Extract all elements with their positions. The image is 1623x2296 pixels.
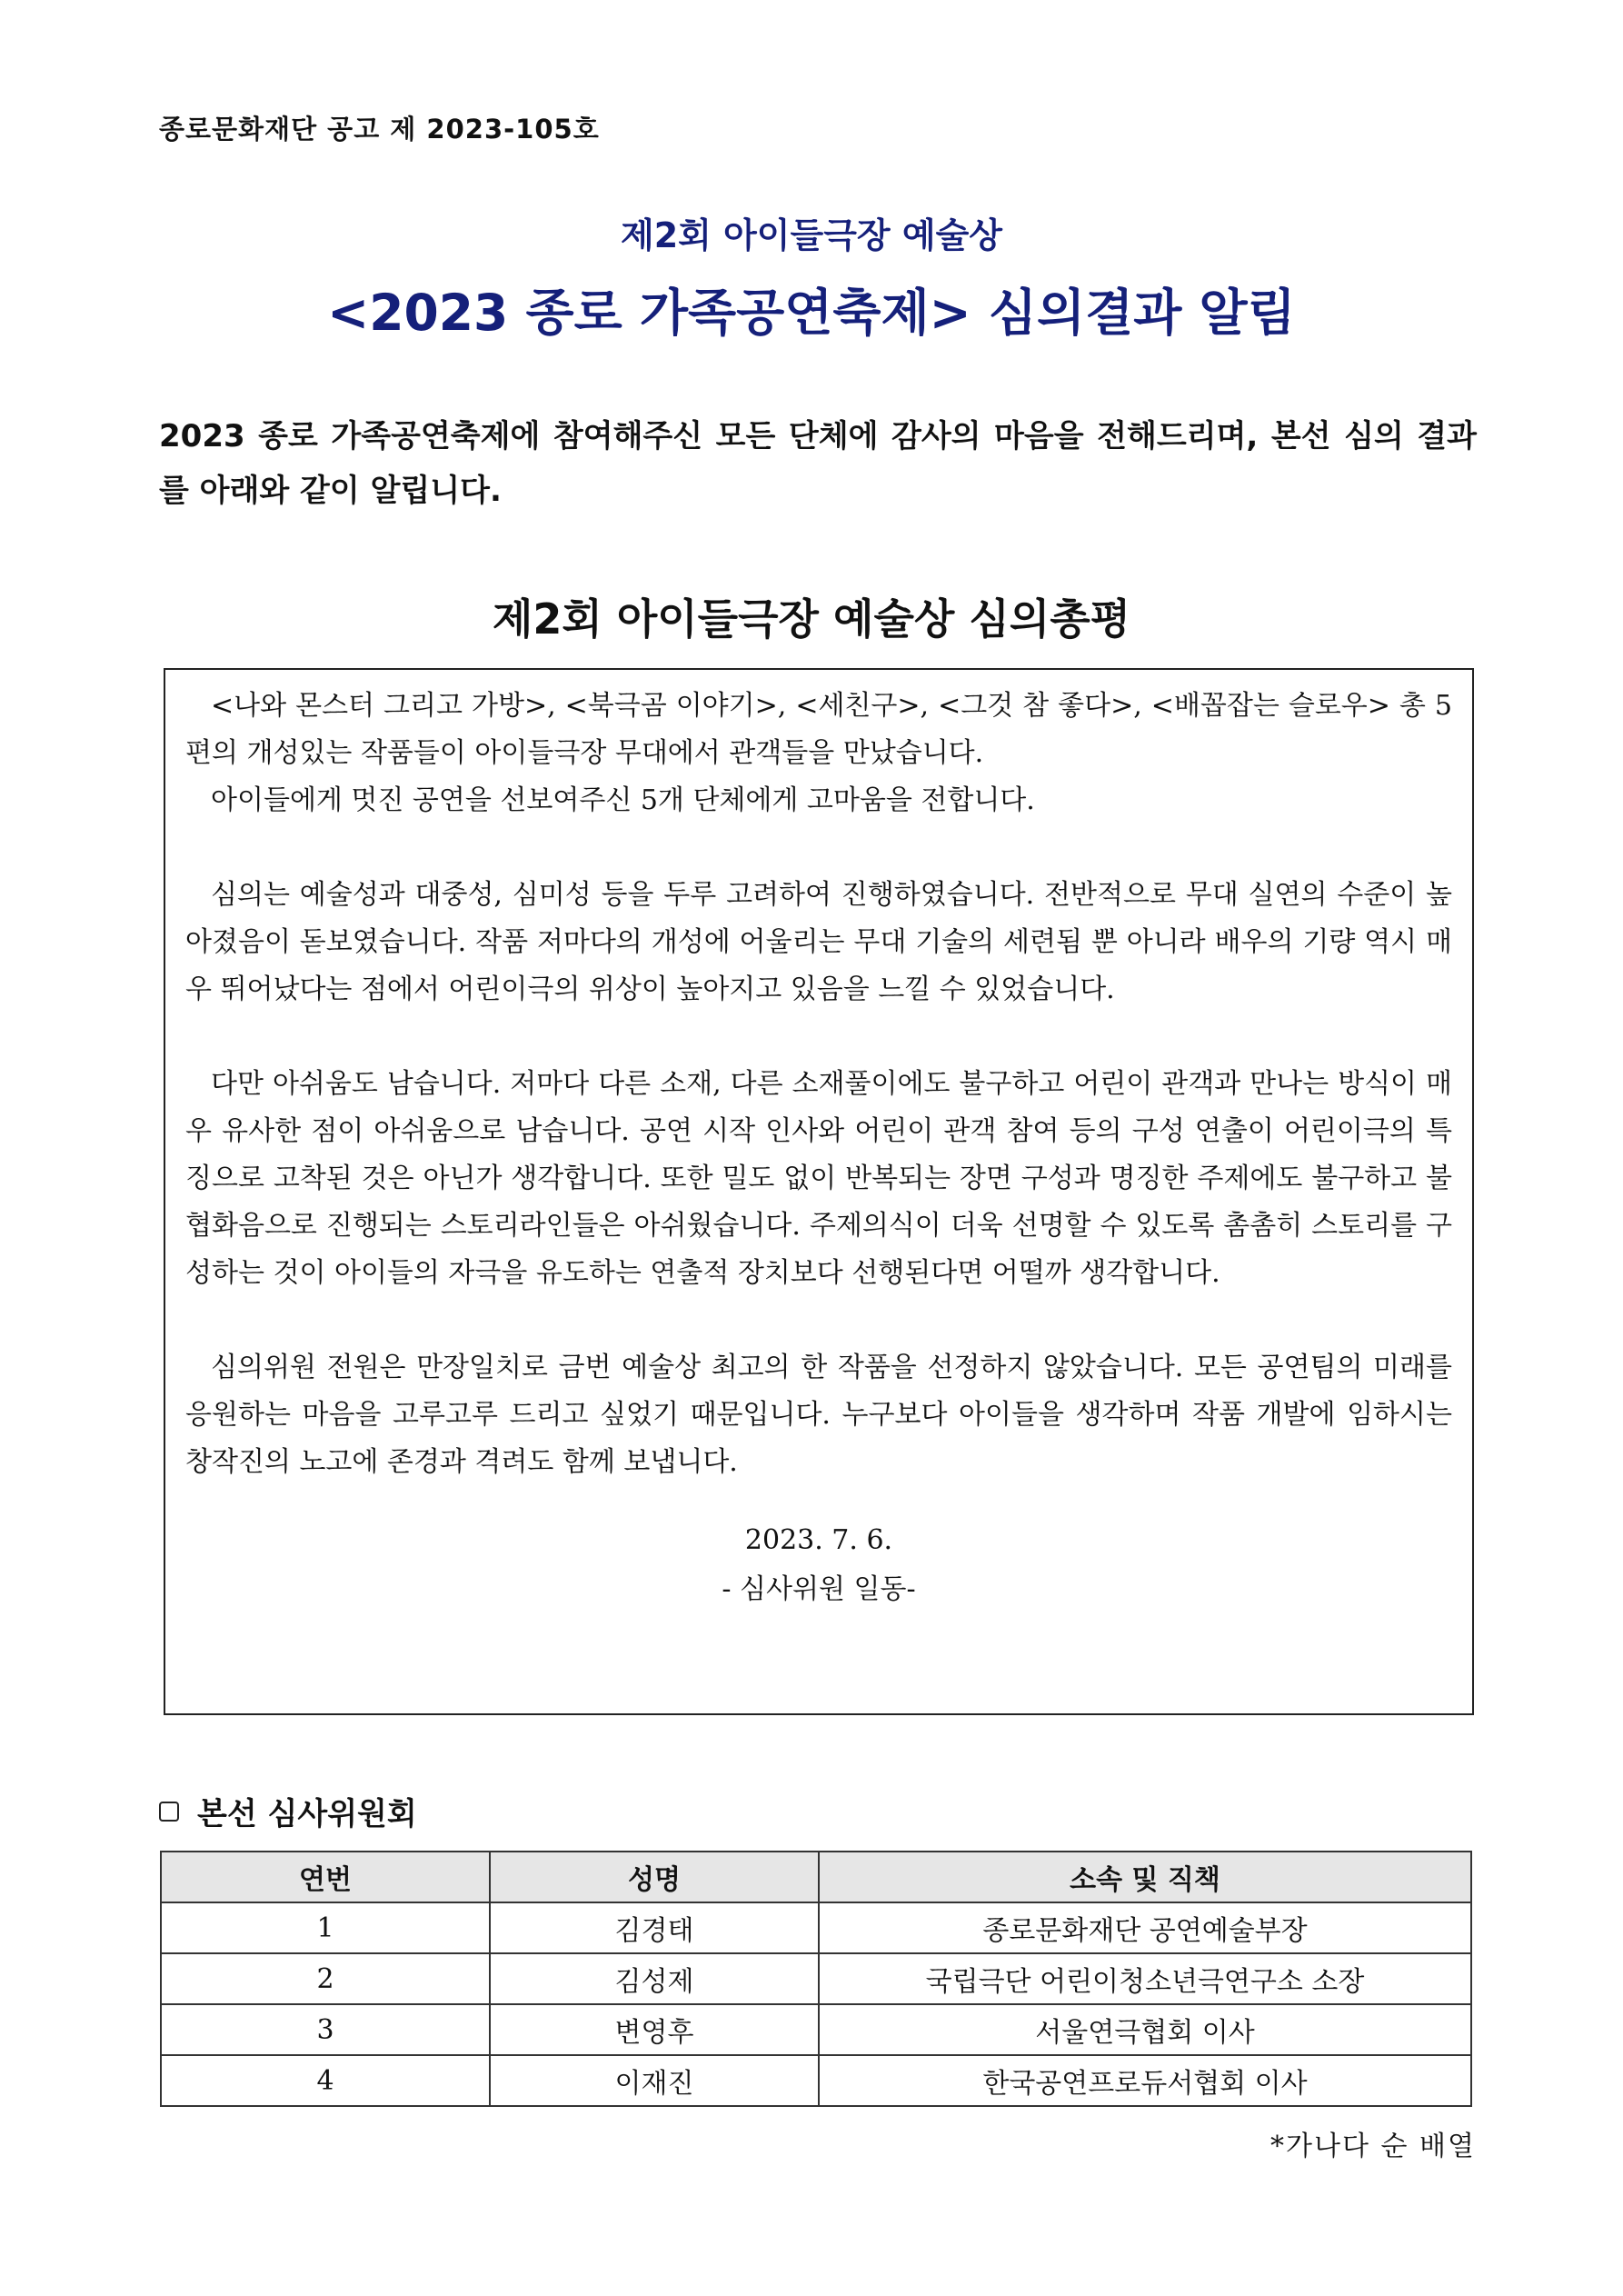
- review-paragraph-text: <나와 몬스터 그리고 가방>, <북극곰 이야기>, <세친구>, <그것 참 좋다>, <배꼽잡는 슬로우> 총 5편의 개성있는 작품들이 아이들극장 무대에서 관객들을 만났습니다.: [185, 690, 1452, 769]
- column-header: 소속 및 직책: [819, 1852, 1471, 1902]
- table-row: [161, 1902, 1471, 1953]
- review-paragraph: [185, 1344, 1452, 1486]
- committee-heading-label: 본선 심사위원회: [197, 1796, 417, 1832]
- table-row: [161, 2055, 1471, 2106]
- committee-table: [160, 1851, 1472, 2107]
- table-row: [161, 1953, 1471, 2004]
- table-row: [161, 2004, 1471, 2055]
- cell-number: 1: [161, 1902, 490, 1953]
- review-paragraph-text: 심의는 예술성과 대중성, 심미성 등을 두루 고려하여 진행하였습니다. 전반적으로 무대 실연의 수준이 높아졌음이 돋보였습니다. 작품 저마다의 개성에 어울리는 무대 기술의 세련됨 뿐 아니라 배우의 기량 역시 매우 뛰어났다는 점에서 어린이극의 위상이 높아지고 있음을 느낄 수 있었습니다.: [185, 879, 1452, 1005]
- cell-name: 변영후: [490, 2004, 819, 2055]
- intro-text: 2023 종로 가족공연축제에 참여해주신 모든 단체에 감사의 마음을 전해드리며, 본선 심의 결과를 아래와 같이 알립니다.: [159, 418, 1477, 509]
- cell-name: 김경태: [490, 1902, 819, 1953]
- cell-affiliation: 종로문화재단 공연예술부장: [819, 1902, 1471, 1953]
- award-title: 제2회 아이들극장 예술상: [621, 215, 1002, 255]
- cell-number: 2: [161, 1953, 490, 2004]
- column-header: 성명: [490, 1852, 819, 1902]
- review-paragraph: [185, 683, 1452, 824]
- notice-number: 종로문화재단 공고 제 2023-105호: [159, 114, 600, 145]
- table-header-row: [161, 1852, 1471, 1902]
- committee-heading: [159, 1789, 417, 1833]
- review-date: 2023. 7. 6.: [744, 1524, 893, 1556]
- review-paragraph-text: 다만 아쉬움도 남습니다. 저마다 다른 소재, 다른 소재풀이에도 불구하고 어린이 관객과 만나는 방식이 매우 유사한 점이 아쉬움으로 남습니다. 공연 시작 인사와 어린이 관객 참여 등의 구성 연출이 어린이극의 특징으로 고착된 것은 아닌가 생각합니다. 또한 밀도 없이 반복되는 장면 구성과 명징한 주제에도 불구하고 불협화음으로 진행되는 스토리라인들은 아쉬웠습니다. 주제의식이 더욱 선명할 수 있도록 촘촘히 스토리를 구성하는 것이 아이들의 자극을 유도하는 연출적 장치보다 선행된다면 어떨까 생각합니다.: [185, 1068, 1452, 1289]
- page-title: <2023 종로 가족공연축제> 심의결과 알림: [327, 284, 1296, 342]
- review-box: [164, 668, 1474, 1715]
- review-paragraph: [185, 872, 1452, 1013]
- cell-name: 김성제: [490, 1953, 819, 2004]
- cell-name: 이재진: [490, 2055, 819, 2106]
- column-header: 연번: [161, 1852, 490, 1902]
- review-paragraph-text: 심의위원 전원은 만장일치로 금번 예술상 최고의 한 작품을 선정하지 않았습니다. 모든 공연팀의 미래를 응원하는 마음을 고루고루 드리고 싶었기 때문입니다. 누구보다 아이들을 생각하며 작품 개발에 임하시는 창작진의 노고에 존경과 격려도 함께 보냅니다.: [185, 1352, 1452, 1478]
- review-paragraph: [185, 1061, 1452, 1297]
- review-signature: - 심사위원 일동-: [722, 1573, 916, 1605]
- review-paragraph-text: 아이들에게 멋진 공연을 선보여주신 5개 단체에게 고마움을 전합니다.: [211, 784, 1035, 816]
- cell-number: 4: [161, 2055, 490, 2106]
- cell-affiliation: 서울연극협회 이사: [819, 2004, 1471, 2055]
- review-heading: 제2회 아이들극장 예술상 심의총평: [492, 594, 1131, 644]
- cell-affiliation: 국립극단 어린이청소년극연구소 소장: [819, 1953, 1471, 2004]
- checkbox-icon: [159, 1802, 179, 1822]
- cell-affiliation: 한국공연프로듀서협회 이사: [819, 2055, 1471, 2106]
- footnote: *가나다 순 배열: [1270, 2131, 1476, 2162]
- cell-number: 3: [161, 2004, 490, 2055]
